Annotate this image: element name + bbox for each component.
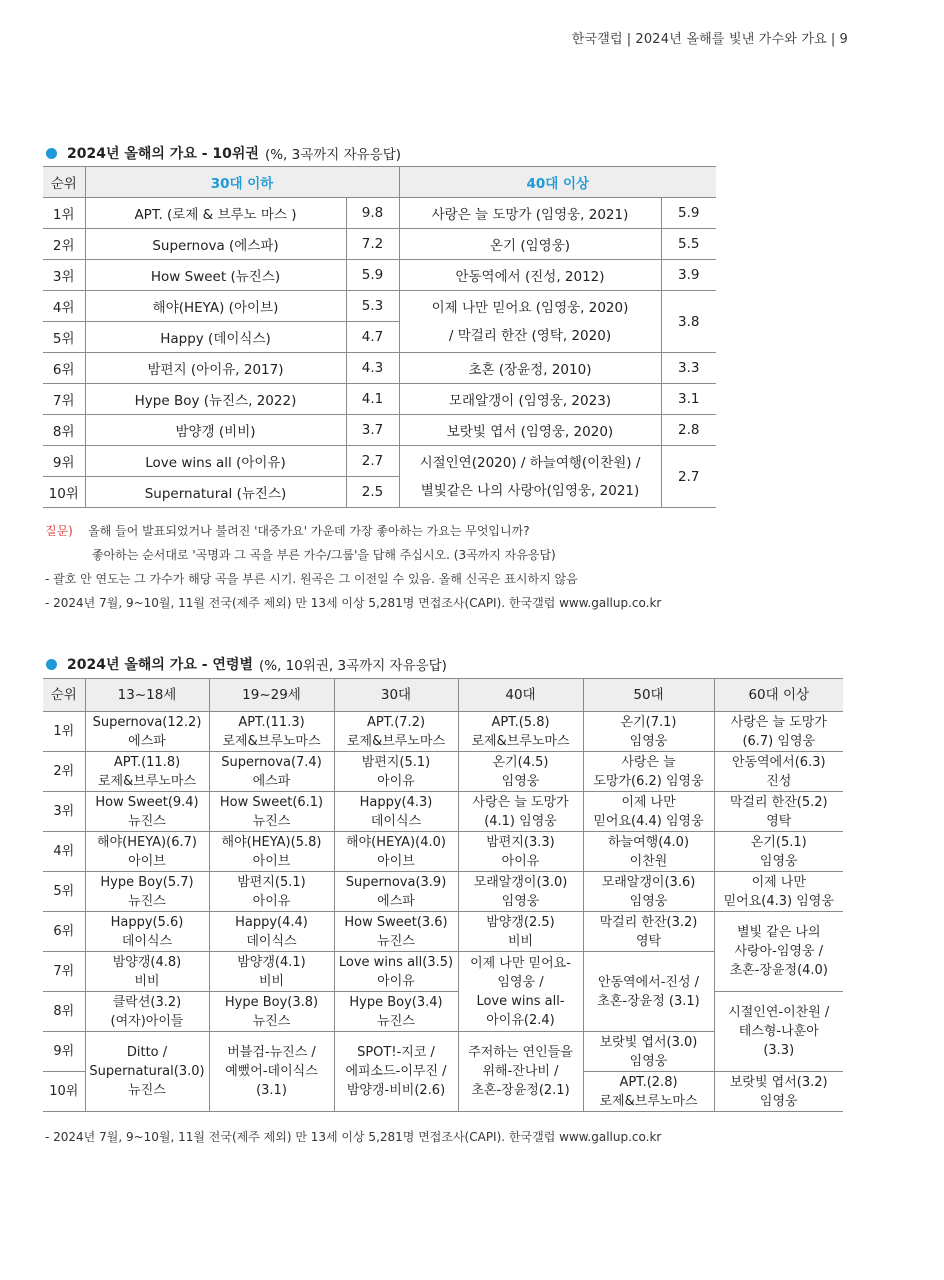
note-year: - 괄호 안 연도는 그 가수가 해당 곡을 부른 시기. 원곡은 그 이전일 수 있음. 올해 신곡은 표시하지 않음 — [45, 572, 578, 586]
entry-cell: APT.(11.3) 로제&브루노마스 — [209, 712, 334, 752]
table-row — [43, 992, 843, 1032]
bullet-dot-icon — [46, 148, 57, 159]
entry-cell: 시절인연-이찬원 / 테스형-나훈아 (3.3) — [714, 992, 843, 1072]
entry-cell: APT.(5.8) 로제&브루노마스 — [458, 712, 583, 752]
song-cell: 밤편지 (아이유, 2017) — [85, 353, 346, 384]
entry-cell: How Sweet(9.4) 뉴진스 — [85, 792, 209, 832]
entry-cell: How Sweet(6.1) 뉴진스 — [209, 792, 334, 832]
entry-cell: 밤양갱(4.1) 비비 — [209, 952, 334, 992]
value-cell: 9.8 — [346, 198, 399, 229]
rank-cell: 6위 — [43, 912, 85, 952]
song-cell: Hype Boy (뉴진스, 2022) — [85, 384, 346, 415]
age-group-table — [43, 678, 843, 1112]
value-cell: 2.7 — [346, 446, 399, 477]
rank-cell: 10위 — [43, 477, 85, 508]
entry-cell: 온기(7.1) 임영웅 — [583, 712, 714, 752]
entry-cell: 모래알갱이(3.0) 임영웅 — [458, 872, 583, 912]
rank-cell: 7위 — [43, 952, 85, 992]
entry-cell: Happy(4.4) 데이식스 — [209, 912, 334, 952]
song-cell: 안동역에서 (진성, 2012) — [399, 260, 661, 291]
rank-cell: 8위 — [43, 992, 85, 1032]
entry-cell: 이제 나만 믿어요(4.3) 임영웅 — [714, 872, 843, 912]
bullet-dot-icon — [46, 659, 57, 670]
entry-cell: 이제 나만 믿어요- 임영웅 / Love wins all- 아이유(2.4) — [458, 952, 583, 1032]
entry-cell: 주저하는 연인들을 위해-잔나비 / 초혼-장윤정(2.1) — [458, 1032, 583, 1112]
value-cell: 3.9 — [661, 260, 716, 291]
table-row — [43, 353, 716, 384]
entry-cell: 밤편지(5.1) 아이유 — [334, 752, 458, 792]
entry-cell: Ditto / Supernatural(3.0) 뉴진스 — [85, 1032, 209, 1112]
page-header: 한국갤럽 | 2024년 올해를 빛낸 가수와 가요 | 9 — [571, 32, 848, 47]
table-row — [43, 446, 716, 477]
entry-cell: How Sweet(3.6) 뉴진스 — [334, 912, 458, 952]
value-cell: 5.9 — [346, 260, 399, 291]
table-row — [43, 872, 843, 912]
entry-cell: 안동역에서-진성 / 초혼-장윤정 (3.1) — [583, 952, 714, 1032]
value-cell: 3.3 — [661, 353, 716, 384]
table-row — [43, 384, 716, 415]
entry-cell: Supernova(7.4) 에스파 — [209, 752, 334, 792]
entry-cell: 온기(4.5) 임영웅 — [458, 752, 583, 792]
song-cell: 해야(HEYA) (아이브) — [85, 291, 346, 322]
value-cell: 4.1 — [346, 384, 399, 415]
value-cell: 5.3 — [346, 291, 399, 322]
table-row — [43, 832, 843, 872]
col-header: 30대 — [334, 679, 458, 712]
section2-notes — [45, 1125, 661, 1149]
entry-cell: Hype Boy(3.4) 뉴진스 — [334, 992, 458, 1032]
entry-cell: 버블검-뉴진스 / 예뻤어-데이식스 (3.1) — [209, 1032, 334, 1112]
entry-cell: Supernova(12.2) 에스파 — [85, 712, 209, 752]
entry-cell: 사랑은 늘 도망가(6.2) 임영웅 — [583, 752, 714, 792]
section2-title: 2024년 올해의 가요 - 연령별 (%, 10위권, 3곡까지 자유응답) — [46, 654, 447, 674]
rank-cell: 4위 — [43, 291, 85, 322]
entry-cell: 보랏빛 엽서(3.0) 임영웅 — [583, 1032, 714, 1072]
song-cell: 이제 나만 믿어요 (임영웅, 2020) / 막걸리 한잔 (영탁, 2020) — [399, 291, 661, 353]
rank-cell: 3위 — [43, 260, 85, 291]
rank-cell: 3위 — [43, 792, 85, 832]
page-number: 9 — [839, 32, 848, 47]
entry-cell: Love wins all(3.5) 아이유 — [334, 952, 458, 992]
value-cell: 4.3 — [346, 353, 399, 384]
entry-cell: 밤양갱(4.8) 비비 — [85, 952, 209, 992]
entry-cell: 해야(HEYA)(5.8) 아이브 — [209, 832, 334, 872]
entry-cell: 이제 나만 믿어요(4.4) 임영웅 — [583, 792, 714, 832]
rank-cell: 7위 — [43, 384, 85, 415]
song-cell: How Sweet (뉴진스) — [85, 260, 346, 291]
entry-cell: 밤편지(3.3) 아이유 — [458, 832, 583, 872]
entry-cell: Supernova(3.9) 에스파 — [334, 872, 458, 912]
section1-notes — [45, 519, 661, 615]
entry-cell: 클락션(3.2) (여자)아이들 — [85, 992, 209, 1032]
value-cell: 3.1 — [661, 384, 716, 415]
table-row — [43, 712, 843, 752]
question-label: 질문) — [45, 524, 73, 538]
rank-cell: 5위 — [43, 872, 85, 912]
col-40s-over-header: 40대 이상 — [399, 167, 716, 198]
col-header: 60대 이상 — [714, 679, 843, 712]
section1-title: 2024년 올해의 가요 - 10위권 (%, 3곡까지 자유응답) — [46, 143, 401, 163]
header-report-title: 2024년 올해를 빛낸 가수와 가요 — [635, 32, 827, 47]
table-row — [43, 229, 716, 260]
table-row — [43, 752, 843, 792]
song-cell: APT. (로제 & 브루노 마스 ) — [85, 198, 346, 229]
rank-cell: 9위 — [43, 446, 85, 477]
col-header: 50대 — [583, 679, 714, 712]
rank-cell: 9위 — [43, 1032, 85, 1072]
entry-cell: 막걸리 한잔(5.2) 영탁 — [714, 792, 843, 832]
entry-cell: Hype Boy(5.7) 뉴진스 — [85, 872, 209, 912]
value-cell: 2.8 — [661, 415, 716, 446]
entry-cell: 해야(HEYA)(4.0) 아이브 — [334, 832, 458, 872]
entry-cell: 사랑은 늘 도망가 (4.1) 임영웅 — [458, 792, 583, 832]
value-cell: 2.5 — [346, 477, 399, 508]
song-cell: Supernova (에스파) — [85, 229, 346, 260]
entry-cell: 밤편지(5.1) 아이유 — [209, 872, 334, 912]
value-cell: 7.2 — [346, 229, 399, 260]
song-cell: 보랏빛 엽서 (임영웅, 2020) — [399, 415, 661, 446]
rank-cell: 1위 — [43, 712, 85, 752]
table-row — [43, 792, 843, 832]
entry-cell: 해야(HEYA)(6.7) 아이브 — [85, 832, 209, 872]
rank-cell: 4위 — [43, 832, 85, 872]
song-cell: 온기 (임영웅) — [399, 229, 661, 260]
col-rank-header: 순위 — [43, 167, 85, 198]
entry-cell: Happy(5.6) 데이식스 — [85, 912, 209, 952]
entry-cell: APT.(2.8) 로제&브루노마스 — [583, 1072, 714, 1112]
entry-cell: 보랏빛 엽서(3.2) 임영웅 — [714, 1072, 843, 1112]
rank-cell: 8위 — [43, 415, 85, 446]
col-header: 순위 — [43, 679, 85, 712]
value-cell: 3.8 — [661, 291, 716, 353]
value-cell: 4.7 — [346, 322, 399, 353]
song-cell: 모래알갱이 (임영웅, 2023) — [399, 384, 661, 415]
value-cell: 5.5 — [661, 229, 716, 260]
song-cell: 시절인연(2020) / 하늘여행(이찬원) / 별빛같은 나의 사랑아(임영웅, 2021) — [399, 446, 661, 508]
rank-cell: 6위 — [43, 353, 85, 384]
col-30s-under-header: 30대 이하 — [85, 167, 399, 198]
rank-cell: 2위 — [43, 229, 85, 260]
table-row — [43, 415, 716, 446]
col-header: 19~29세 — [209, 679, 334, 712]
rank-cell: 1위 — [43, 198, 85, 229]
entry-cell: APT.(11.8) 로제&브루노마스 — [85, 752, 209, 792]
song-cell: 사랑은 늘 도망가 (임영웅, 2021) — [399, 198, 661, 229]
song-cell: 초혼 (장윤정, 2010) — [399, 353, 661, 384]
song-cell: Supernatural (뉴진스) — [85, 477, 346, 508]
entry-cell: 하늘여행(4.0) 이찬원 — [583, 832, 714, 872]
header-org: 한국갤럽 — [571, 32, 623, 47]
entry-cell: APT.(7.2) 로제&브루노마스 — [334, 712, 458, 752]
question-text-2: 좋아하는 순서대로 '곡명과 그 곡을 부른 가수/그룹'을 답해 주십시오. (3곡까지 자유응답) — [92, 548, 556, 562]
entry-cell: Hype Boy(3.8) 뉴진스 — [209, 992, 334, 1032]
col-header: 40대 — [458, 679, 583, 712]
table-row — [43, 198, 716, 229]
entry-cell: 온기(5.1) 임영웅 — [714, 832, 843, 872]
entry-cell: 밤양갱(2.5) 비비 — [458, 912, 583, 952]
rank-cell: 2위 — [43, 752, 85, 792]
entry-cell: 별빛 같은 나의 사랑아-임영웅 / 초혼-장윤정(4.0) — [714, 912, 843, 992]
entry-cell: 안동역에서(6.3) 진성 — [714, 752, 843, 792]
song-cell: Love wins all (아이유) — [85, 446, 346, 477]
rank-cell: 5위 — [43, 322, 85, 353]
entry-cell: Happy(4.3) 데이식스 — [334, 792, 458, 832]
rank-cell: 10위 — [43, 1072, 85, 1112]
entry-cell: SPOT!-지코 / 에피소드-이무진 / 밤양갱-비비(2.6) — [334, 1032, 458, 1112]
value-cell: 5.9 — [661, 198, 716, 229]
table-row — [43, 260, 716, 291]
note-survey: - 2024년 7월, 9~10월, 11월 전국(제주 제외) 만 13세 이상 5,281명 면접조사(CAPI). 한국갤럽 www.gallup.co.kr — [45, 1130, 662, 1144]
value-cell: 3.7 — [346, 415, 399, 446]
entry-cell: 모래알갱이(3.6) 임영웅 — [583, 872, 714, 912]
top10-table — [43, 166, 716, 508]
question-text: 올해 들어 발표되었거나 불려진 '대중가요' 가운데 가장 좋아하는 가요는 무엇입니까? — [88, 524, 530, 538]
value-cell: 2.7 — [661, 446, 716, 508]
note-survey: - 2024년 7월, 9~10월, 11월 전국(제주 제외) 만 13세 이상 5,281명 면접조사(CAPI). 한국갤럽 www.gallup.co.kr — [45, 596, 662, 610]
table-row — [43, 291, 716, 322]
song-cell: Happy (데이식스) — [85, 322, 346, 353]
col-header: 13~18세 — [85, 679, 209, 712]
song-cell: 밤양갱 (비비) — [85, 415, 346, 446]
entry-cell: 사랑은 늘 도망가 (6.7) 임영웅 — [714, 712, 843, 752]
table-row — [43, 912, 843, 952]
entry-cell: 막걸리 한잔(3.2) 영탁 — [583, 912, 714, 952]
